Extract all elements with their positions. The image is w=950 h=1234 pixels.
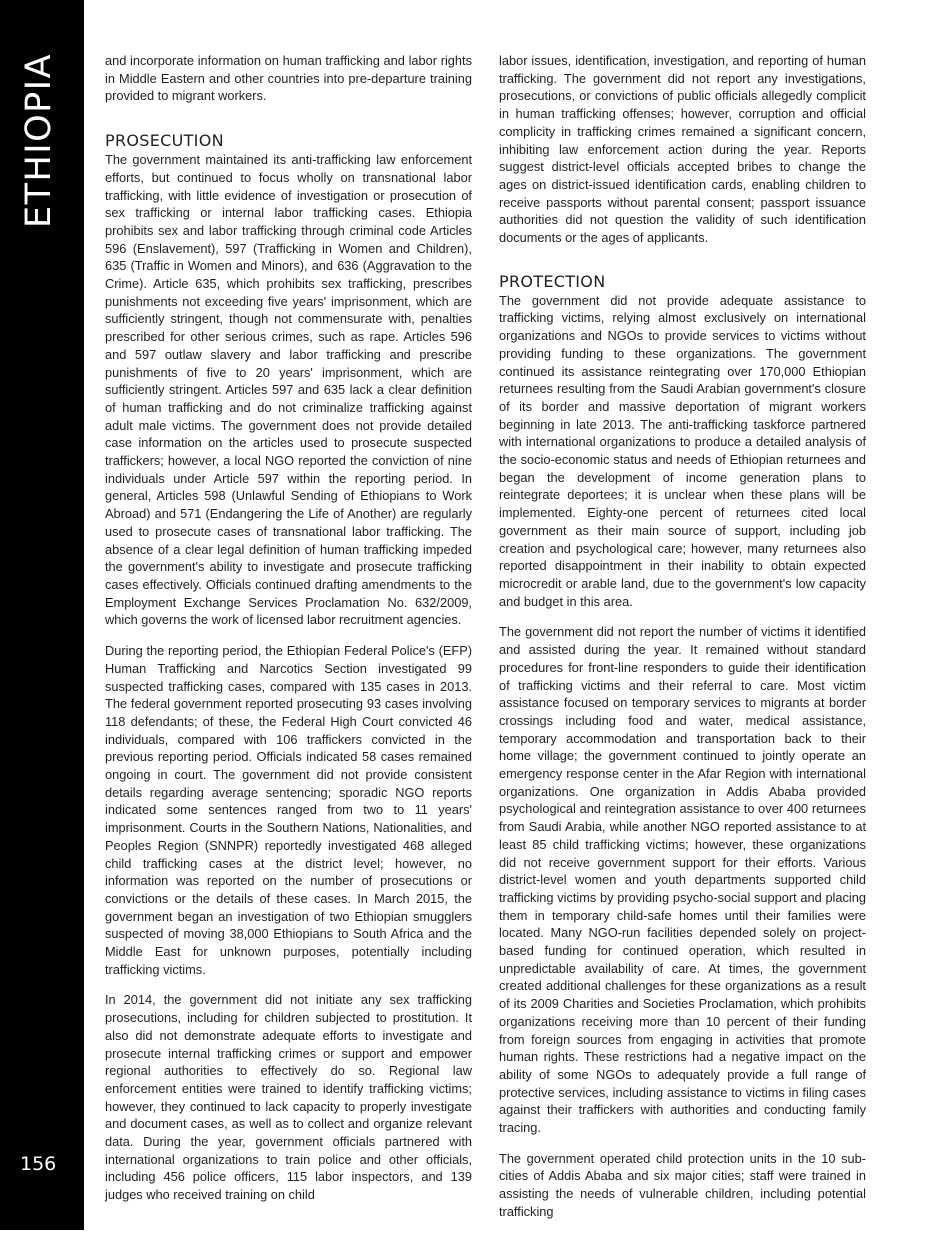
protection-paragraph-2: The government did not report the number of victims it identified and assisted during the year. It remained without standard procedures for front-line responders to guide their identification of trafficking victims and their referral to care. Most victim assistance focused on temporary services to migrants at border crossings including food and water, medical assistance, temporary accommodation and transportation back to their home village; the government continued to jointly operate an emergency response center in the Afar Region with international organizations. One organization in Addis Ababa provided psychological and reintegration assistance to over 400 returnees from Saudi Arabia, while another NGO reported assistance to at least 85 child trafficking victims; however, these organizations did not receive government support for their efforts. Various district-level women and youth departments supported child trafficking victims by providing psycho-social support and placing them in temporary child-safe homes until their families were located. Many NGO-run facilities depended solely on project-based funding for continued operation, which resulted in unpredictable availability of care. At times, the government created additional challenges for these organizations as a result of its 2009 Charities and Societies Proclamation, which prohibits organizations receiving more than 10 percent of their funding from foreign sources from engaging in activities that promote human rights. These restrictions had a negative impact on the ability of some NGOs to adequately provide a full range of protective services, including assistance to victims in filing cases against their traffickers with authorities and conducting family tracing. [499,624,866,1136]
continued-paragraph: labor issues, identification, investigation, and reporting of human trafficking. The government did not report any investigations, prosecutions, or convictions of public officials allegedly complicit in human trafficking offenses; however, corruption and official complicity in trafficking crimes remained a significant concern, inhibiting law enforcement action during the year. Reports suggest district-level officials accepted bribes to change the ages on district-issued identification cards, enabling children to receive passports without parental consent; passport issuance authorities did not question the validity of such identification documents or the ages of applicants. [499,53,866,246]
prosecution-heading: PROSECUTION [105,131,224,151]
country-sidebar [0,0,84,1230]
prosecution-paragraph-3: In 2014, the government did not initiate any sex trafficking prosecutions, including for children subjected to prostitution. It also did not demonstrate adequate efforts to investigate and prosecute internal trafficking crimes or support and empower regional authorities to effectively do so. Regional law enforcement entities were trained to identify trafficking victims; however, they continued to lack capacity to properly investigate and document cases, as well as to collect and organize relevant data. During the year, government officials partnered with international organizations to train police and other officials, including 456 police officers, 115 labor inspectors, and 139 judges who received training on child [105,992,472,1203]
intro-paragraph: and incorporate information on human trafficking and labor rights in Middle Eastern and other countries into pre-departure training provided to migrant workers. [105,53,472,104]
prosecution-paragraph-2: During the reporting period, the Ethiopian Federal Police's (EFP) Human Trafficking and Narcotics Section investigated 99 suspected trafficking cases, compared with 135 cases in 2013. The federal government reported prosecuting 93 cases involving 118 defendants; of these, the Federal High Court convicted 46 individuals, compared with 106 traffickers convicted in the previous reporting period. Officials indicated 58 cases remained ongoing in court. The government did not provide consistent details regarding average sentencing; sporadic NGO reports indicated some sentences ranged from two to 11 years' imprisonment. Courts in the Southern Nations, Nationalities, and Peoples Region (SNNPR) reportedly investigated 468 alleged child trafficking cases at the district level; however, no information was reported on the number of prosecutions or convictions or the details of these cases. In March 2015, the government began an investigation of two Ethiopian smugglers suspected of moving 38,000 Ethiopians to South Africa and the Middle East for unknown purposes, potentially including trafficking victims. [105,643,472,977]
prosecution-paragraph-1: The government maintained its anti-trafficking law enforcement efforts, but continued to focus wholly on transnational labor trafficking, with little evidence of investigation or prosecution of sex trafficking or internal labor trafficking cases. Ethiopia prohibits sex and labor trafficking through criminal code Articles 596 (Enslavement), 597 (Trafficking in Women and Children), 635 (Traffic in Women and Minors), and 636 (Aggravation to the Crime). Article 635, which prohibits sex trafficking, prescribes punishments not exceeding five years' imprisonment, which are sufficiently stringent, though not commensurate with, penalties prescribed for other serious crimes, such as rape. Articles 596 and 597 outlaw slavery and labor trafficking and prescribe punishments of five to 20 years' imprisonment, which are sufficiently stringent. Articles 597 and 635 lack a clear definition of human trafficking and do not criminalize trafficking against adult male victims. The government does not provide detailed case information on the articles used to prosecute suspected traffickers; however, a local NGO reported the conviction of nine individuals under Article 597 within the reporting period. In general, Articles 598 (Unlawful Sending of Ethiopians to Work Abroad) and 571 (Endangering the Life of Another) are regularly used to prosecute cases of transnational labor trafficking. The absence of a clear legal definition of human trafficking impeded the government's ability to investigate and prosecute trafficking cases effectively. Officials continued drafting amendments to the Employment Exchange Services Proclamation No. 632/2009, which governs the work of licensed labor recruitment agencies. [105,152,472,628]
country-title: ETHIOPIA [19,52,59,228]
protection-paragraph-3: The government operated child protection units in the 10 sub-cities of Addis Ababa and six major cities; staff were trained in assisting the needs of vulnerable children, including potential trafficking [499,1150,866,1219]
protection-paragraph-1: The government did not provide adequate assistance to trafficking victims, relying almost exclusively on international organizations and NGOs to provide services to victims without providing funding to these organizations. The government continued its assistance reintegrating over 170,000 Ethiopian returnees resulting from the Saudi Arabian government's closure of its border and massive deportation of migrant workers beginning in late 2013. The anti-trafficking taskforce partnered with international organizations to produce a detailed analysis of the socio-economic status and needs of Ethiopian returnees and began the development of income generation plans to reintegrate deportees; it is unclear when these plans will be implemented. Eighty-one percent of returnees cited local government as their main source of support, including job creation and psychological care; however, many returnees also reported disappointment in their inability to obtain expected microcredit or arable land, due to the government's low capacity and budget in this area. [499,292,866,609]
protection-heading: PROTECTION [499,271,606,291]
page-number: 156 [20,1153,57,1175]
left-column [105,52,472,1217]
right-column [499,52,866,1234]
